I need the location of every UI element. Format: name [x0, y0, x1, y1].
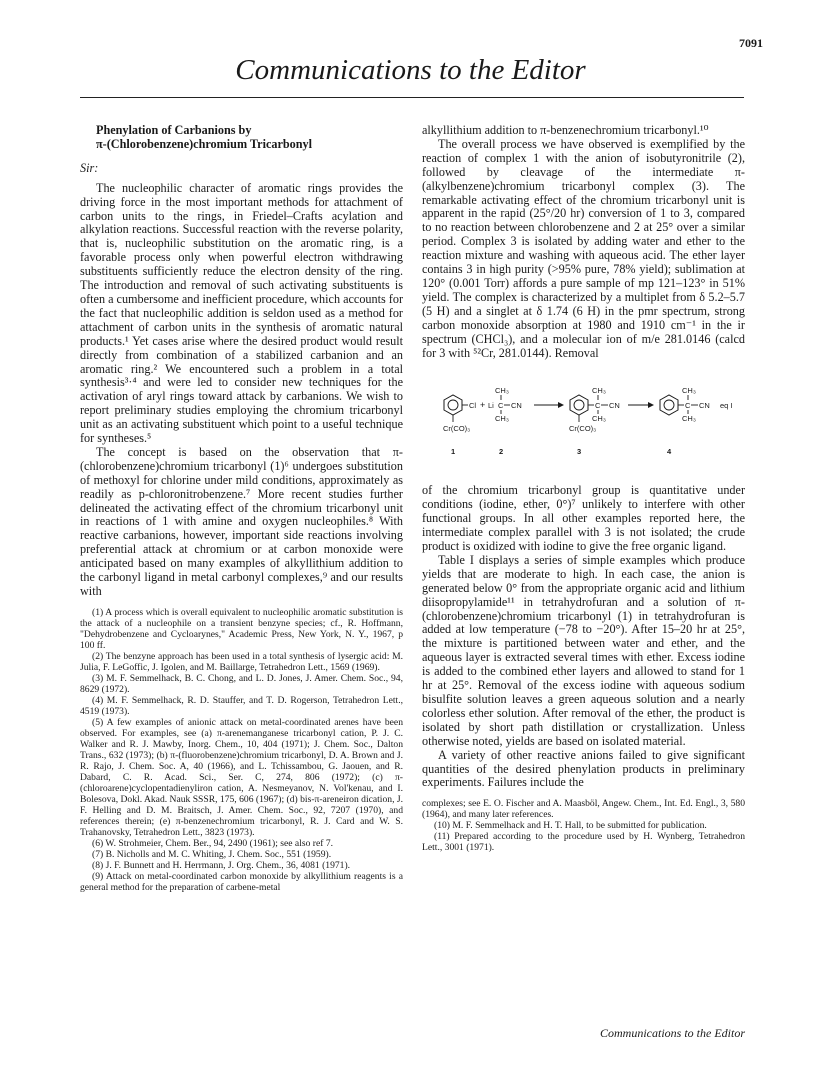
reaction-scheme-svg	[422, 374, 745, 474]
methyl-label: CH₃	[592, 386, 606, 396]
equation-label: eq I	[720, 401, 733, 411]
footnote: complexes; see E. O. Fischer and A. Maasböl, Angew. Chem., Int. Ed. Engl., 3, 580 (1964), and many later references.	[422, 798, 745, 821]
footnote: (1) A process which is overall equivalent to nucleophilic aromatic substitution is the attack of a nucleophile on a transient benzyne species; cf., R. Hoffmann, "Dehydrobenzene and Cycloarynes," Academic Press, New York, N. Y., 1967, p 100 ff.	[80, 606, 403, 651]
article-title-line1: Phenylation of Carbanions by	[96, 123, 252, 137]
journal-section-title: Communications to the Editor	[235, 54, 586, 86]
chlorine-label: Cl	[469, 401, 477, 411]
reaction-scheme	[422, 374, 745, 474]
footnote: (6) W. Strohmeier, Chem. Ber., 94, 2490 (1961); see also ref 7.	[92, 837, 334, 849]
footnote: (11) Prepared according to the procedure used by H. Wynberg, Tetrahedron Lett., 3001 (1971).	[422, 831, 745, 854]
methyl-label: CH₃	[495, 414, 509, 424]
salutation: Sir:	[80, 160, 99, 175]
lithium-label: Li	[488, 401, 494, 411]
left-column	[80, 124, 403, 893]
compound-number: 4	[667, 447, 672, 457]
compound-4-structure	[660, 386, 710, 423]
methyl-label: CH₃	[592, 414, 606, 424]
svg-text:C: C	[685, 401, 691, 411]
right-column	[422, 124, 745, 853]
compound-3-structure	[569, 386, 620, 433]
footnote: (10) M. F. Semmelhack and H. T. Hall, to be submitted for publication.	[434, 820, 707, 832]
footnote: (5) A few examples of anionic attack on metal-coordinated arenes have been observed. For examples, see (a) π-arenemanganese tricarbonyl cation, P. J. C. Walker and R. J. Mawby, Inorg. Chem., 10, 404 (1971); J. Chem. Soc., Dalton Trans., 632 (1973); (b) π-(fluorobenzene)chromium tricarbonyl, D. A. Brown and J. R. Rajo, J. Chem. Soc. A, 40 (1966), and L. Tchissambou, G. Jaouen, and R. Dabard, C. R. Acad. Sci., Ser. C, 274, 806 (1972); (c) π-(chloroarene)cyclopentadienyliron cation, A. Nesmeyanov, N. Vol'kenau, and I. Bolesova, Dokl. Akad. Nauk SSSR, 175, 606 (1967); (d) bis-π-areneiron dication, J. F. Helling and D. M. Braitsch, J. Amer. Chem. Soc., 92, 7207 (1970), and references therein; (e) π-benzenechromium tricarbonyl, R. J. Card and W. S. Trahanovsky, Tetrahedron Lett., 3823 (1973).	[80, 716, 403, 838]
footnotes-left	[80, 607, 403, 893]
methyl-label: CH₃	[682, 386, 696, 396]
methyl-label: CH₃	[682, 414, 696, 424]
footnote: (3) M. F. Semmelhack, B. C. Chong, and L. D. Jones, J. Amer. Chem. Soc., 94, 8629 (1972).	[80, 672, 403, 695]
plus-sign: +	[480, 400, 486, 411]
nitrile-label: CN	[609, 401, 620, 411]
reaction-arrow-icon	[558, 402, 564, 408]
methyl-label: CH₃	[495, 386, 509, 396]
svg-text:C: C	[595, 401, 601, 411]
footnote: (7) B. Nicholls and M. C. Whiting, J. Chem. Soc., 551 (1959).	[92, 848, 332, 860]
cr-co3-label: Cr(CO)₃	[569, 424, 597, 434]
compound-number: 1	[451, 447, 456, 457]
reaction-arrow-icon	[648, 402, 654, 408]
body-paragraph: alkyllithium addition to π-benzenechromium tricarbonyl.¹⁰	[422, 123, 709, 137]
footnote: (2) The benzyne approach has been used in a total synthesis of lysergic acid: M. Julia, F. LeGoffic, J. Igolen, and M. Baillarge, Tetrahedron Lett., 1569 (1969).	[80, 650, 403, 673]
article-title-line2: π-(Chlorobenzene)chromium Tricarbonyl	[96, 136, 312, 151]
footnote: (8) J. F. Bunnett and H. Herrmann, J. Org. Chem., 36, 4081 (1971).	[92, 859, 351, 871]
compound-1-structure	[443, 395, 476, 433]
footnote: (9) Attack on metal-coordinated carbon monoxide by alkyllithium reagents is a general method for the preparation of carbene-metal	[80, 870, 403, 893]
nitrile-label: CN	[511, 401, 522, 411]
running-footer: Communications to the Editor	[600, 1026, 745, 1040]
footnote: (4) M. F. Semmelhack, R. D. Stauffer, and T. D. Rogerson, Tetrahedron Lett., 4519 (1973).	[80, 694, 403, 717]
compound-number: 2	[499, 447, 504, 457]
body-paragraph: The nucleophilic character of aromatic rings provides the driving force in the most important methods for attachment of carbon units to the rings, in Friedel–Crafts acylation and alkylation reactions. Successful reaction with the reverse polarity, that is, nucleophilic substitution on the aromatic ring, is a favorable process only when powerful electron withdrawing substituents sufficiently reduce the electron density of the ring. The introduction and removal of such activating substituents is often a cumbersome and inefficient procedure, which accounts for the fact that nucleophilic addition is seldon used as a method for attachment of carbon units in the synthesis of aromatic natural products.¹ Yet cases arise where the desired product would result directly from combination of a stabilized carbanion and an aromatic ring.² We encountered such a problem in a total synthesis³·⁴ and were led to consider new techniques for the activation of aryl rings toward attack by carbanions. We wish to report preliminary studies employing the chromium tricarbonyl unit as an activating substituent which point to a useful technique for syntheses.⁵	[80, 180, 403, 446]
compound-2-structure	[488, 386, 522, 423]
body-paragraph: The overall process we have observed is exemplified by the reaction of complex 1 with the anion of isobutyronitrile (2), followed by cleavage of the intermediate π-(alkylbenzene)chromium tricarbonyl complex (3). The remarkable activating effect of the chromium tricarbonyl unit is apparent in the rapid (25°/20 hr) conversion of 1 to 3, compared to no reaction between chlorobenzene and 2 at 25° over a similar period. Complex 3 is isolated by adding water and ether to the reaction mixture and washing with aqueous acid. The ether layer contains 3 in high purity (>95% pure, 78% yield); sublimation at 120° (0.001 Torr) affords a pure sample of mp 121–123° in 51% yield. The complex is characterized by a multiplet from δ 5.2–5.7 (5 H) and a singlet at δ 1.74 (6 H) in the pmr spectrum, strong carbon monoxide absorption at 1980 and 1910 cm⁻¹ in the ir spectrum (CHCl₃), and a molecular ion of m/e 281.0146 (calcd for 3 with ⁵²Cr, 281.0144). Removal	[422, 136, 745, 360]
nitrile-label: CN	[699, 401, 710, 411]
header-rule	[80, 97, 744, 98]
body-paragraph: of the chromium tricarbonyl group is quantitative under conditions (iodine, ether, 0°)⁷ unlikely to interfere with other functional groups. In all other examples reported here, the intermediate complex parallel with 3 is not isolated; the crude product is oxidized with iodine to give the free organic ligand.	[422, 483, 745, 554]
svg-text:C: C	[498, 401, 504, 411]
compound-number: 3	[577, 447, 582, 457]
footnotes-right	[422, 798, 745, 853]
body-paragraph: The concept is based on the observation that π-(chlorobenzene)chromium tricarbonyl (1)⁶ undergoes substitution of methoxyl for chlorine under mild conditions, approximately as readily as p-chloronitrobenzene.⁷ More recent studies further delineated the activating effect of the chromium tricarbonyl unit in reactions of 1 with amine and oxygen nucleophiles.⁸ With reactive carbanions, however, important side reactions involving preferential attack at chromium or at carbon monoxide were anticipated based on many examples of alkyllithium addition to the carbonyl ligand in metal carbonyl complexes,⁹ and our results with	[80, 444, 403, 598]
cr-co3-label: Cr(CO)₃	[443, 424, 471, 434]
body-paragraph: Table I displays a series of simple examples which produce yields that are moderate to high. In each case, the anion is generated below 0° from the appropriate organic acid and lithium diisopropylamide¹¹ in tetrahydrofuran and a solution of π-(chlorobenzene)chromium tricarbonyl (1) in tetrahydrofuran is added at low temperature (−78 to −20°). After 15–20 hr at 25°, the mixture is partitioned between water and ether, and the aqueous layer is extracted several times with ether. Excess iodine is added to the combined ether layers and allowed to stand for 1 hr at 25°. Removal of the excess iodine with aqueous sodium bisulfite solution leaves a green aqueous solution and a nearly colorless ether solution. After removal of the ether, the product is isolated by short path distillation or crystallization. Unless otherwise noted, yields are based on isolated material.	[422, 552, 745, 748]
page-number: 7091	[739, 36, 763, 50]
body-paragraph: A variety of other reactive anions failed to give significant quantities of the desired phenylation products in preliminary experiments. Failures include the	[422, 747, 745, 790]
